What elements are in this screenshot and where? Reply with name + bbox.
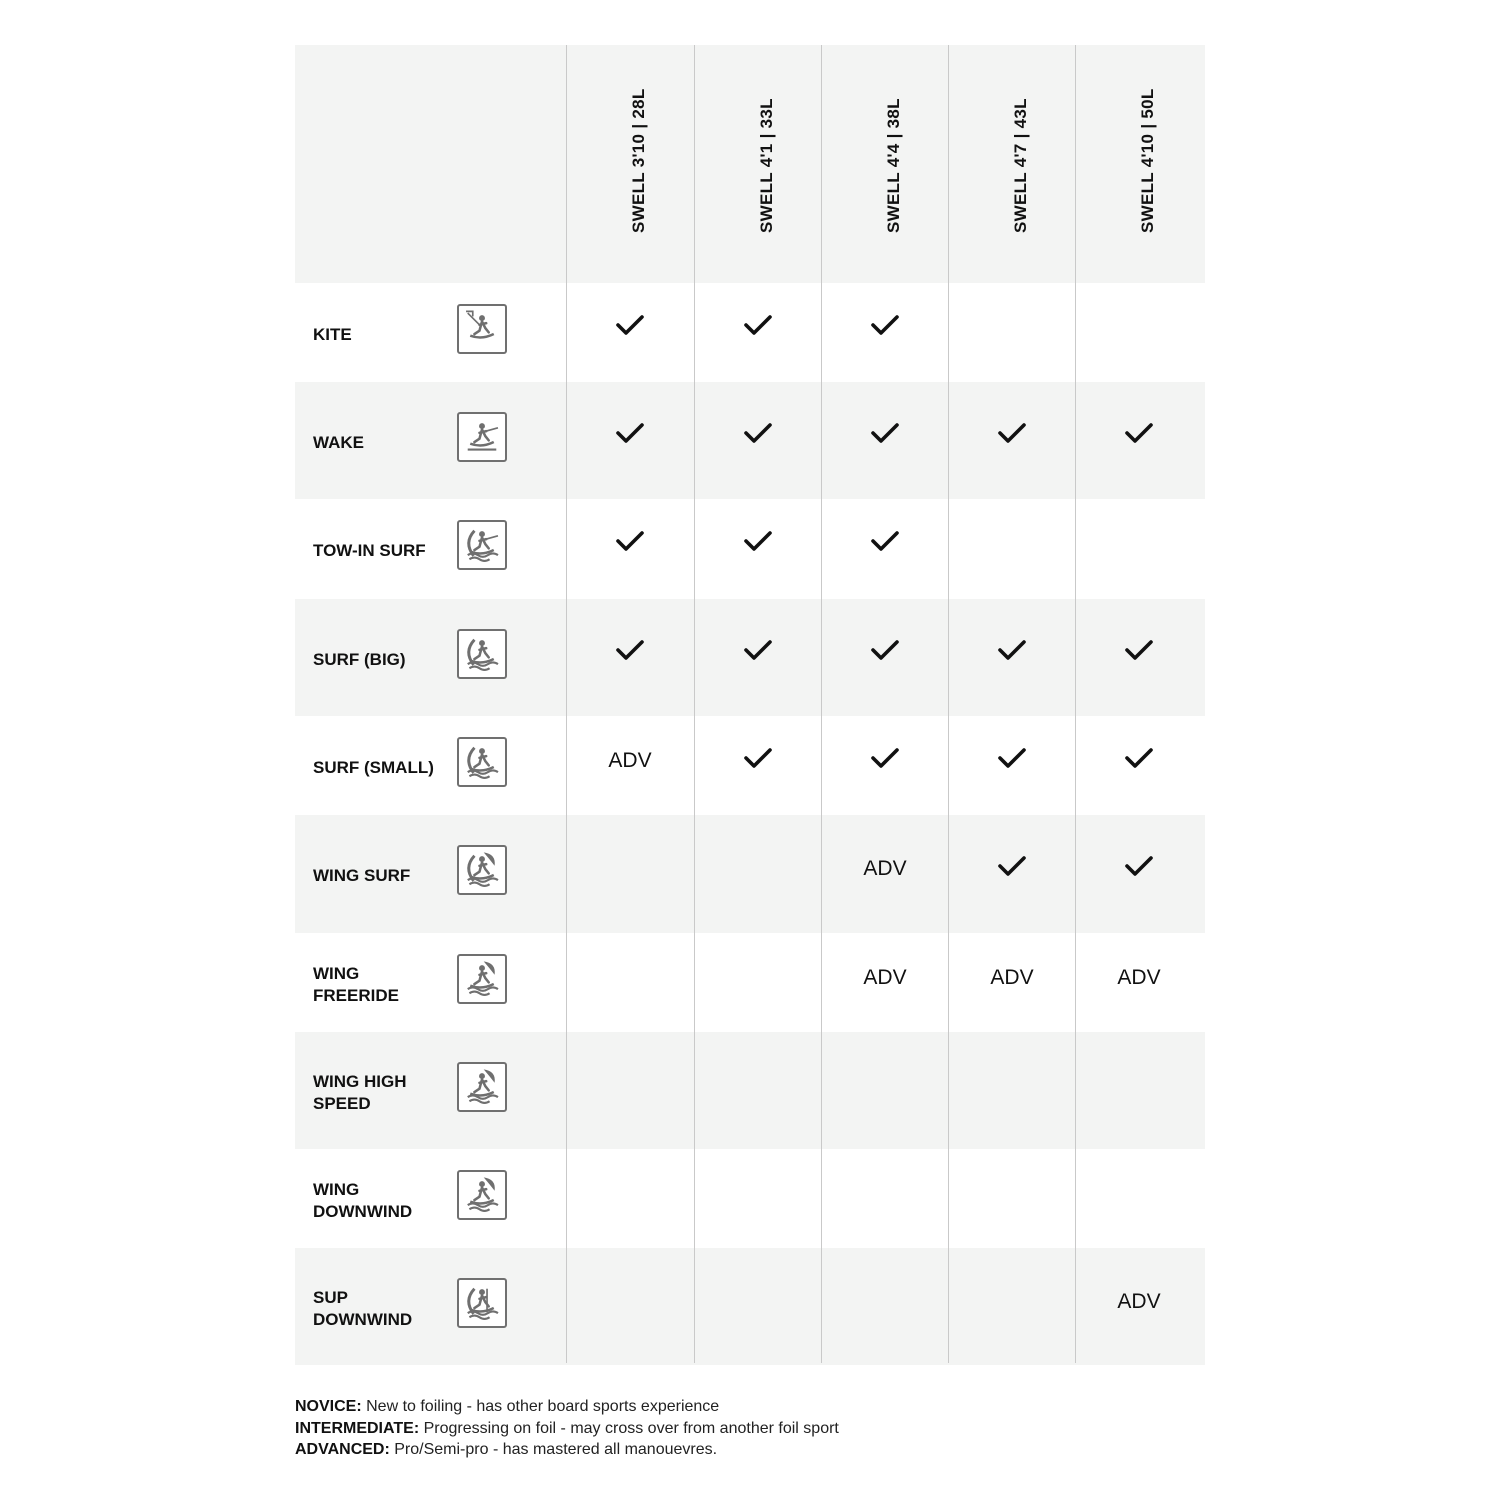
column-header — [757, 45, 776, 283]
column-header — [1138, 45, 1157, 283]
adv-label: ADV — [863, 857, 907, 880]
kite-icon — [457, 304, 507, 354]
sup-downwind-icon — [457, 1278, 507, 1328]
check-icon — [821, 421, 949, 451]
check-icon — [694, 638, 822, 668]
row-label: SURF (BIG) — [313, 649, 406, 669]
check-icon — [566, 529, 694, 559]
skill-legend — [295, 1396, 839, 1461]
adv-label: ADV — [863, 965, 907, 989]
row-label: WING SURF — [313, 866, 411, 885]
adv-label: ADV — [1117, 1289, 1161, 1313]
suitability-chart — [295, 45, 1205, 1365]
row-label: SUP DOWNWIND — [313, 1287, 413, 1329]
check-icon — [821, 746, 949, 776]
adv-label: ADV — [990, 965, 1034, 989]
check-icon — [694, 421, 822, 451]
check-icon — [566, 421, 694, 451]
check-icon — [1075, 638, 1203, 668]
check-icon — [948, 421, 1076, 451]
table-row — [295, 1248, 1205, 1365]
surf-small-icon — [457, 737, 507, 787]
check-icon — [694, 529, 822, 559]
adv-label: ADV — [1117, 965, 1161, 989]
legend-term: ADVANCED: — [295, 1441, 390, 1458]
table-row — [295, 716, 1205, 815]
table-row — [295, 599, 1205, 716]
column-header-label: SWELL 3'10 | 28L — [629, 88, 648, 233]
wing-freeride-icon — [457, 954, 507, 1004]
check-icon — [1075, 854, 1203, 884]
table-row — [295, 933, 1205, 1032]
check-icon — [821, 529, 949, 559]
legend-line — [295, 1396, 839, 1418]
row-label: WING HIGH SPEED — [313, 1071, 407, 1113]
wing-downwind-icon — [457, 1170, 507, 1220]
legend-text: New to foiling - has other board sports experience — [361, 1398, 720, 1415]
check-icon — [566, 638, 694, 668]
row-label: KITE — [313, 324, 352, 344]
check-icon — [948, 854, 1076, 884]
tow-in-surf-icon — [457, 520, 507, 570]
legend-text: Progressing on foil - may cross over from another foil sport — [419, 1419, 839, 1437]
row-label: WING FREERIDE — [313, 963, 399, 1005]
adv-label: ADV — [608, 748, 652, 772]
check-icon — [948, 638, 1076, 668]
check-icon — [1075, 746, 1203, 776]
check-icon — [694, 746, 822, 776]
legend-text: Pro/Semi-pro - has mastered all manouevres. — [389, 1441, 718, 1458]
column-header-label: SWELL 4'1 | 33L — [757, 98, 776, 233]
column-header — [629, 45, 648, 283]
column-header-label: SWELL 4'4 | 38L — [884, 98, 903, 233]
check-icon — [694, 313, 822, 343]
column-header-label: SWELL 4'10 | 50L — [1138, 88, 1157, 233]
row-label: WAKE — [313, 432, 364, 452]
row-label: WING DOWNWIND — [313, 1179, 413, 1221]
check-icon — [1075, 421, 1203, 451]
table-row — [295, 1149, 1205, 1248]
legend-term: INTERMEDIATE: — [295, 1419, 420, 1437]
check-icon — [948, 746, 1076, 776]
check-icon — [821, 313, 949, 343]
check-icon — [566, 313, 694, 343]
table-row — [295, 499, 1205, 599]
table-row — [295, 382, 1205, 499]
column-header — [884, 45, 903, 283]
row-label: SURF (SMALL) — [313, 757, 434, 777]
legend-term: NOVICE: — [295, 1398, 362, 1415]
legend-line — [295, 1439, 839, 1461]
wake-icon — [457, 412, 507, 462]
wing-high-speed-icon — [457, 1062, 507, 1112]
row-label: TOW-IN SURF — [313, 541, 426, 560]
table-row — [295, 815, 1205, 933]
column-header — [1011, 45, 1030, 283]
legend-line — [295, 1418, 839, 1440]
column-header-label: SWELL 4'7 | 43L — [1011, 98, 1030, 233]
surf-big-icon — [457, 629, 507, 679]
table-row — [295, 283, 1205, 382]
table-row — [295, 1032, 1205, 1149]
wing-surf-icon — [457, 845, 507, 895]
check-icon — [821, 638, 949, 668]
header-band — [295, 45, 1205, 283]
